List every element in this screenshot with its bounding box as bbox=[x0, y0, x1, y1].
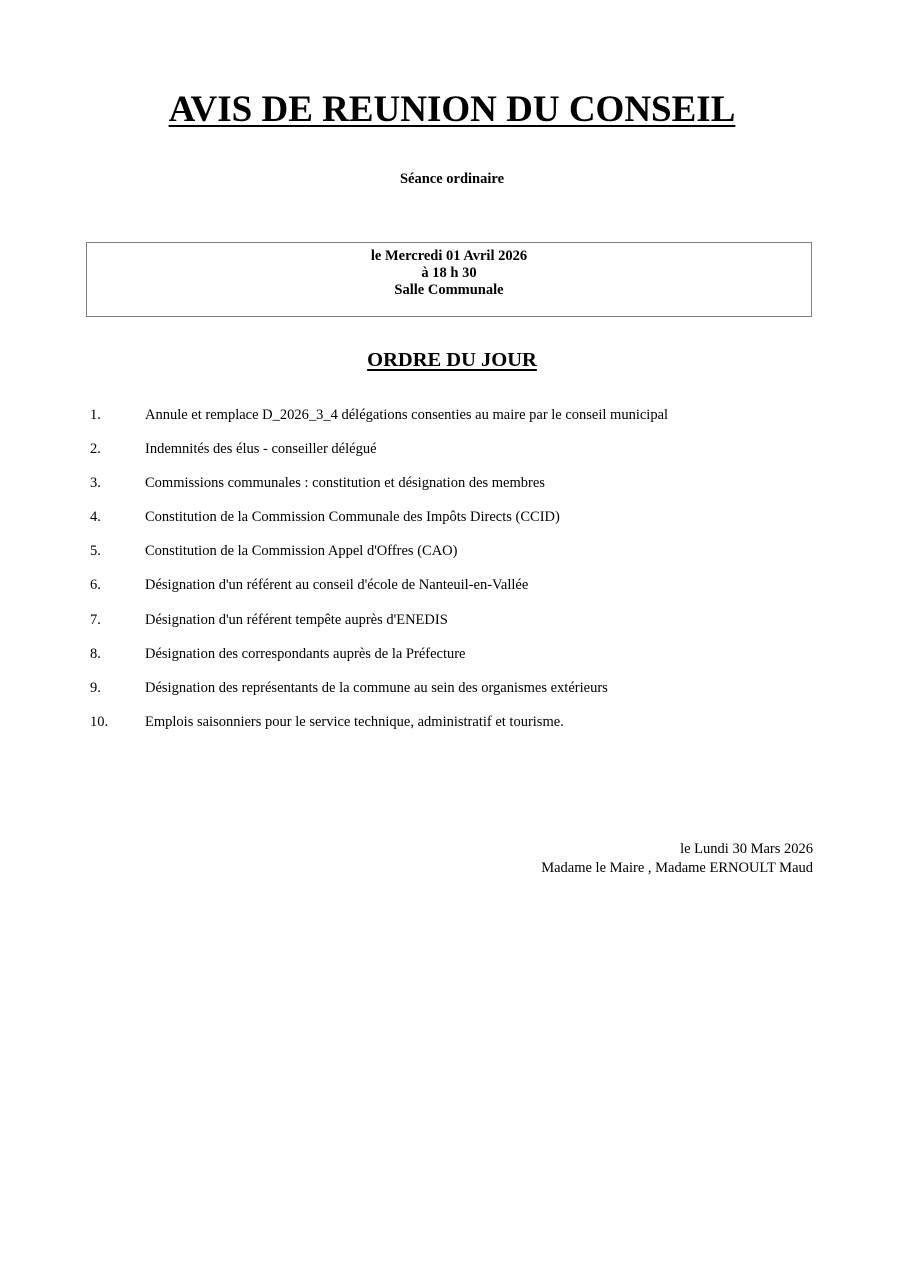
agenda-item-number: 8. bbox=[90, 645, 101, 662]
agenda-item-number: 3. bbox=[90, 475, 101, 492]
agenda-item-text: Annule et remplace D_2026_3_4 délégations consenties au maire par le conseil municipal bbox=[145, 407, 669, 423]
agenda-item-text: Constitution de la Commission Communale des Impôts Directs (CCID) bbox=[145, 509, 560, 526]
agenda-item-text: Commissions communales : constitution et désignation des membres bbox=[145, 475, 545, 492]
page-title: AVIS DE REUNION DU CONSEIL bbox=[168, 89, 736, 130]
signature-date: le Lundi 30 Mars 2026 bbox=[680, 841, 813, 857]
meeting-date: le Mercredi 01 Avril 2026 bbox=[370, 248, 528, 264]
agenda-item bbox=[0, 403, 900, 437]
agenda-item-number: 9. bbox=[90, 679, 101, 696]
agenda-item bbox=[0, 573, 900, 607]
agenda-title: ORDRE DU JOUR bbox=[367, 349, 537, 371]
meeting-time: à 18 h 30 bbox=[421, 265, 477, 281]
agenda-item-text: Désignation d'un référent au conseil d'école de Nanteuil-en-Vallée bbox=[145, 577, 529, 594]
agenda-item-number: 4. bbox=[90, 509, 101, 526]
meeting-info-box bbox=[86, 242, 812, 317]
meeting-place: Salle Communale bbox=[394, 282, 504, 298]
agenda-item bbox=[0, 608, 900, 642]
signature-signer: Madame le Maire , Madame ERNOULT Maud bbox=[541, 860, 813, 876]
agenda-item-text: Désignation d'un référent tempête auprès d'ENEDIS bbox=[145, 611, 448, 628]
agenda-item-number: 10. bbox=[90, 713, 109, 730]
agenda-item bbox=[0, 676, 900, 710]
agenda-item-number: 2. bbox=[90, 441, 101, 458]
session-type: Séance ordinaire bbox=[399, 171, 505, 187]
agenda-item-text: Constitution de la Commission Appel d'Offres (CAO) bbox=[145, 543, 458, 560]
agenda-item-number: 1. bbox=[90, 407, 101, 423]
agenda-item-text: Désignation des représentants de la commune au sein des organismes extérieurs bbox=[145, 679, 608, 696]
agenda-item-text: Désignation des correspondants auprès de la Préfecture bbox=[145, 645, 466, 662]
agenda-item bbox=[0, 642, 900, 676]
agenda-item-text: Emplois saisonniers pour le service technique, administratif et tourisme. bbox=[145, 713, 564, 730]
agenda-list bbox=[0, 403, 900, 744]
agenda-item bbox=[0, 437, 900, 471]
agenda-item bbox=[0, 710, 900, 744]
agenda-item-text: Indemnités des élus - conseiller délégué bbox=[145, 441, 377, 458]
agenda-item bbox=[0, 471, 900, 505]
signature-block bbox=[541, 840, 813, 878]
agenda-item-number: 5. bbox=[90, 543, 101, 560]
agenda-item-number: 6. bbox=[90, 577, 101, 594]
agenda-item-number: 7. bbox=[90, 611, 101, 628]
agenda-item bbox=[0, 505, 900, 539]
agenda-item bbox=[0, 539, 900, 573]
